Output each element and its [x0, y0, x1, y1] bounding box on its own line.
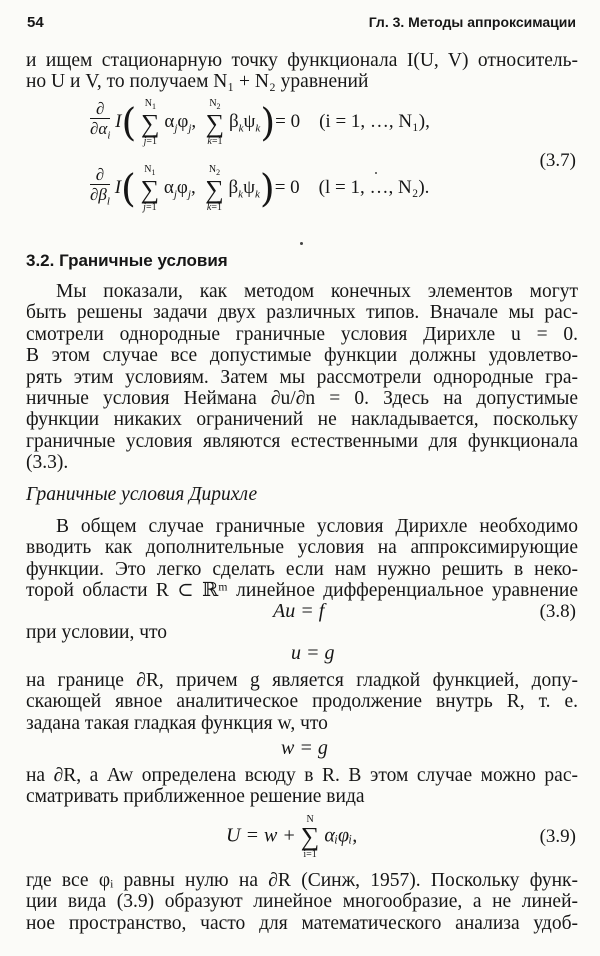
text-line: задана такая гладкая функция w, что — [26, 712, 328, 734]
text-line: где все φᵢ равны нулю на ∂R (Синж, 1957). Поскольку функ- — [26, 870, 578, 891]
sum-upper-limit: N — [306, 814, 314, 825]
running-header: Гл. 3. Методы аппроксимации — [368, 14, 576, 30]
paragraph-5 — [26, 870, 578, 934]
text-line: рять этим условиям. Затем мы рассмотрели однородные гра- — [26, 366, 578, 388]
text-line: на ∂R, а Aw определена всюду в R. В этом случае можно рас- — [26, 765, 578, 786]
text-line: быть решены задачи двух различных типов. Вначале мы рас- — [26, 302, 578, 324]
equation-3-7-condition-2: (l = 1, …, N₂). — [318, 176, 430, 198]
equation-3-8: Au = f — [273, 600, 325, 622]
paragraph-2 — [26, 516, 578, 602]
text-line: торой области R ⊂ ℝᵐ линейное дифференциальное уравнение — [26, 580, 578, 602]
sum-lower-limit: i=1 — [303, 849, 317, 860]
equation-3-9-lhs: U = w + — [226, 824, 296, 847]
equation-number-3-8: (3.8) — [539, 601, 576, 622]
equation-3-7-row-2: $\frac{\partial}{\partial\beta_l}$ I( $N_1$ ∑ j=1 $\alpha_j\varphi_j$, $N_2$ ∑ k=1 $\beta_k\psi_k)= 0$ (l = 1, …, N₂). — [90, 164, 430, 213]
text-line: (3.3). — [26, 452, 69, 474]
equation-3-9-rhs: αᵢφᵢ, — [324, 824, 358, 847]
equation-number-3-9: (3.9) — [539, 826, 576, 847]
paragraph-4 — [26, 765, 578, 808]
print-speck — [300, 242, 303, 245]
text-line: функции. Это легко сделать если нам нужно решить в неко- — [26, 558, 578, 580]
text-line: и ищем стационарную точку функционала I(U, V) относитель- — [26, 50, 578, 71]
page-number: 54 — [27, 14, 44, 31]
equation-number-3-7: (3.7) — [539, 150, 576, 171]
equation-3-7-condition-1: (i = 1, …, N₁), — [319, 110, 430, 132]
text-line: ное пространство, часто для математического анализа удоб- — [26, 912, 578, 934]
intro-text — [26, 50, 578, 93]
text-line: сматривать приближенное решение вида — [26, 786, 365, 808]
section-title: 3.2. Граничные условия — [26, 251, 228, 270]
text-line: ничные условия Неймана ∂u/∂n = 0. Здесь на допустимые — [26, 388, 578, 410]
subsection-title: Граничные условия Дирихле — [26, 484, 258, 505]
equation-u-equals-g: u = g — [291, 642, 335, 664]
text-line: ции вида (3.9) образуют линейное многообразие, а не линей- — [26, 891, 578, 913]
paragraph-3 — [26, 670, 578, 734]
text-line: скающей явное аналитическое продолжение внутрь R, т. е. — [26, 691, 578, 713]
text-line: функции никаких ограничений не накладывается, поскольку — [26, 409, 578, 431]
text-line: при условии, что — [26, 622, 168, 643]
text-line: В общем случае граничные условия Дирихле необходимо — [56, 516, 578, 537]
equation-3-9: U = w + N ∑ i=1 αᵢφᵢ, — [226, 814, 358, 860]
text-line: Мы показали, как методом конечных элементов могут — [56, 281, 578, 302]
equation-3-7-row-1: $\frac{\partial}{\partial\alpha_i}$ I( $N_1$ ∑ j=1 $\alpha_j\varphi_j$, $N_2$ ∑ k=1 $\beta_k\psi_k)= 0$ (i = 1, …, N₁), — [90, 98, 430, 147]
text-line: вводить как дополнительные условия на аппроксимирующие — [26, 537, 578, 559]
text-line: на границе ∂R, причем g является гладкой функцией, допу- — [26, 670, 578, 691]
paragraph-1 — [26, 281, 578, 474]
text-line: смотрели однородные граничные условия Дирихле u = 0. — [26, 323, 578, 345]
print-speck — [375, 172, 377, 174]
text-line: но U и V, то получаем N₁ + N₂ уравнений — [26, 71, 369, 93]
text-line: В этом случае все допустимые функции должны удовлетво- — [26, 345, 578, 367]
condition-line — [26, 622, 578, 643]
equation-w-equals-g: w = g — [281, 737, 328, 759]
text-line: граничные условия являются естественными для функционала — [26, 430, 578, 452]
